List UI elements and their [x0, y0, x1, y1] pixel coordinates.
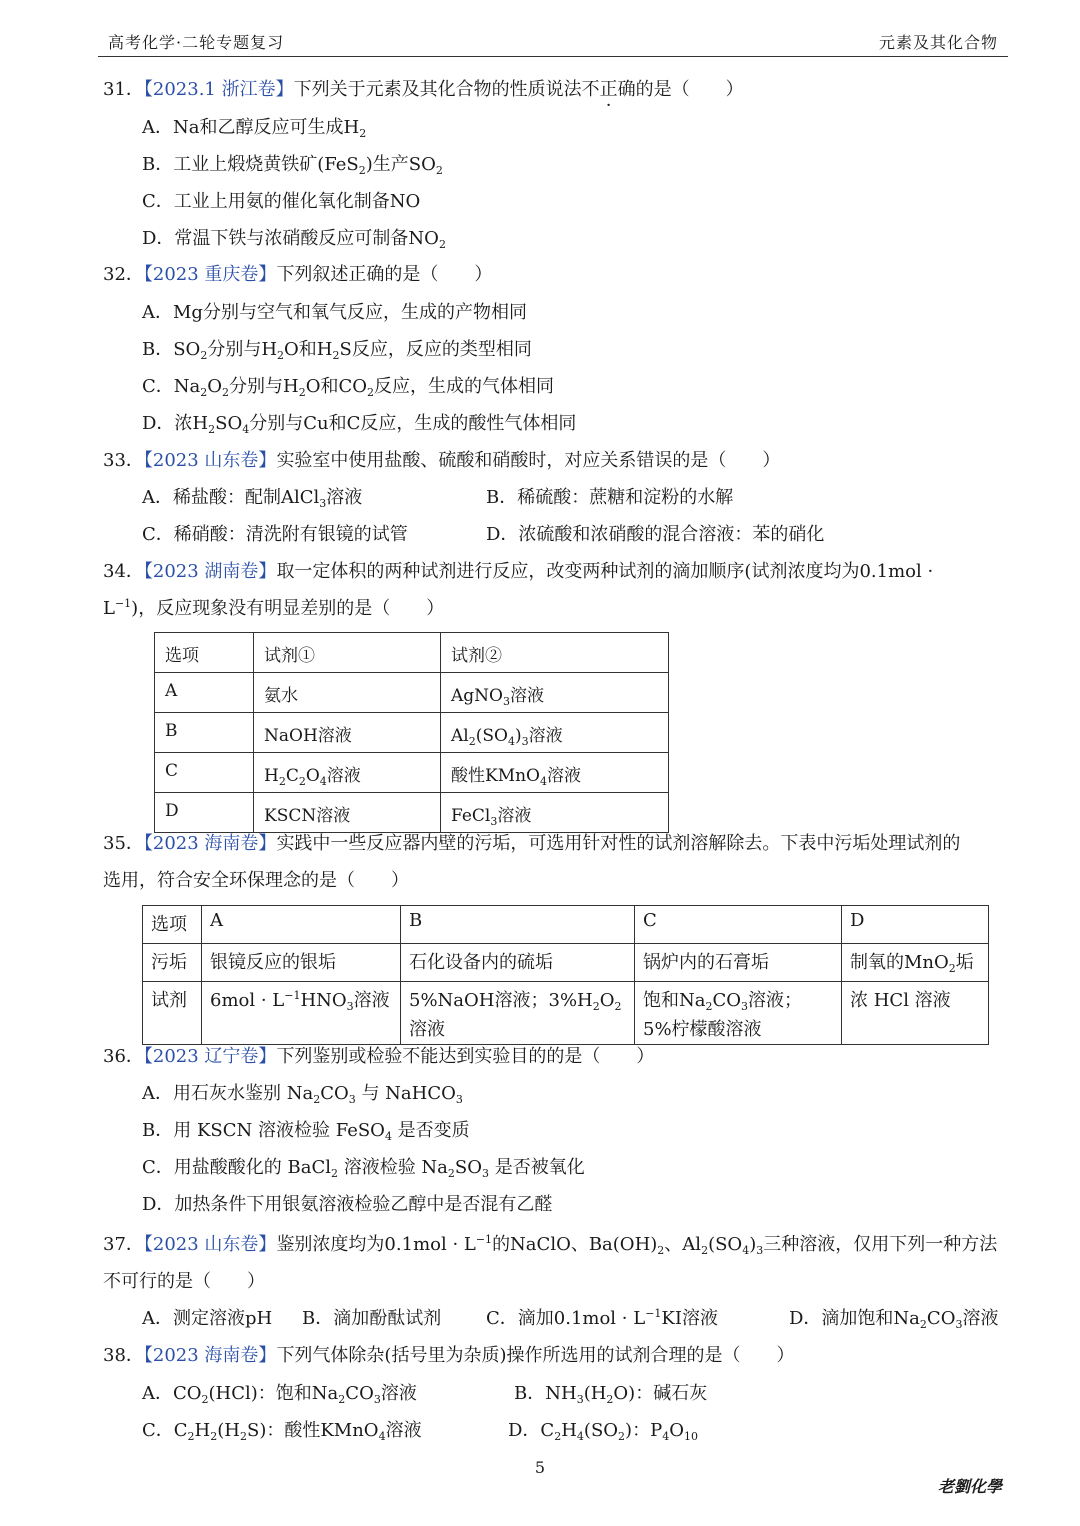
question-number: 35． [103, 833, 144, 854]
option-37b: B．滴加酚酞试剂 [302, 1308, 442, 1329]
header-right: 元素及其化合物 [878, 33, 998, 52]
source-tag: 【2023 重庆卷】 [143, 264, 277, 285]
question-32 [103, 262, 492, 288]
option-36b: B．用 KSCN 溶液检验 FeSO$_4$ 是否变质 [142, 1120, 470, 1143]
question-number: 31． [103, 79, 144, 100]
question-stem: 下列关于元素及其化合物的性质说法 [293, 79, 582, 100]
table-row: 污垢 银镜反应的银垢 石化设备内的硫垢 锅炉内的石膏垢 制氧的MnO$_2$垢 [143, 944, 989, 982]
emphasis-text: 不正确 [581, 79, 636, 100]
table-row: D KSCN溶液 FeCl$_3$溶液 [155, 793, 669, 833]
source-tag: 【2023 湖南卷】 [143, 561, 277, 582]
option-38b: B．$NH_3(H_2O)$：碱石灰 [514, 1383, 708, 1406]
source-tag: 【2023 海南卷】 [143, 833, 277, 854]
source-tag: 【2023 山东卷】 [143, 1234, 277, 1255]
option-36a: A．用石灰水鉴别 $Na_2CO_3$ 与 NaHCO$_3$ [142, 1083, 463, 1106]
question-stem-end: 的是（ ） [635, 79, 744, 100]
question-38 [103, 1343, 794, 1369]
table-header: 选项 [155, 633, 254, 673]
option-38a: A．$CO_2(HCl)$：饱和$Na_2CO_3$溶液 [142, 1383, 417, 1406]
table-row: C $H_2C_2O_4$溶液 酸性KMnO$_4$溶液 [155, 753, 669, 793]
source-tag: 【2023 辽宁卷】 [143, 1046, 277, 1067]
option-38c: C．$C_2H_2(H_2S)$：酸性KMnO$_4$溶液 [142, 1420, 422, 1443]
question-stem: 实践中一些反应器内壁的污垢，可选用针对性的试剂溶解除去。下表中污垢处理试剂的 [276, 833, 961, 854]
source-tag: 【2023 山东卷】 [143, 450, 277, 471]
option-32b: B．$SO_2$分别与$H_2O$和$H_2S$反应，反应的类型相同 [142, 339, 532, 362]
option-38d: D．$C_2H_4(SO_2)$：$P_4O_{10}$ [508, 1420, 698, 1443]
option-37d: D．滴加饱和$Na_2CO_3$溶液 [789, 1308, 999, 1331]
option-32c: C．$Na_2O_2$分别与$H_2O$和$CO_2$反应，生成的气体相同 [142, 376, 555, 399]
brand-watermark: 老劉化學 [937, 1477, 1002, 1496]
option-33c: C．稀硝酸：清洗附有银镜的试管 [142, 524, 408, 545]
table-row: 选项 A B C D [143, 906, 989, 944]
table-row: B NaOH溶液 $Al_2(SO_4)_3$溶液 [155, 713, 669, 753]
option-37a: A．测定溶液pH [142, 1308, 273, 1329]
question-number: 36． [103, 1046, 144, 1067]
option-32a: A．Mg分别与空气和氧气反应，生成的产物相同 [142, 302, 527, 323]
question-37: 37．【2023 山东卷】鉴别浓度均为$0.1mol \cdot L^{-1}$的NaClO、$Ba(OH)_2$、$Al_2(SO_4)_3$三种溶液，仅用下列一种方法 [103, 1233, 998, 1257]
table-header-row [155, 633, 669, 673]
option-37c: C．滴加$0.1mol \cdot L^{-1}KI$溶液 [486, 1307, 718, 1329]
header-left: 高考化学·二轮专题复习 [108, 33, 285, 52]
source-tag: 【2023 海南卷】 [143, 1345, 277, 1366]
question-33 [103, 448, 780, 474]
question-stem: 实验室中使用盐酸、硫酸和硝酸时，对应关系错误的是（ ） [276, 450, 781, 471]
question-36 [103, 1044, 654, 1070]
question-34-line2: $L^{-1}$)，反应现象没有明显差别的是（ ） [103, 597, 445, 619]
table-header: 试剂① [254, 633, 441, 673]
question-number: 34． [103, 561, 144, 582]
question-number: 32． [103, 264, 144, 285]
question-number: 38． [103, 1345, 144, 1366]
table-header: 试剂② [441, 633, 669, 673]
question-stem: 下列气体除杂(括号里为杂质)操作所选用的试剂合理的是（ ） [276, 1345, 795, 1366]
option-33d: D．浓硫酸和浓硝酸的混合溶液：苯的硝化 [486, 524, 825, 545]
option-31c: C．工业上用氨的催化氧化制备NO [142, 191, 421, 212]
page-number: 5 [534, 1458, 546, 1477]
option-36c: C．用盐酸酸化的 BaCl$_2$ 溶液检验 $Na_2SO_3$ 是否被氧化 [142, 1157, 585, 1180]
option-31d: D．常温下铁与浓硝酸反应可制备$NO_2$ [142, 228, 446, 251]
option-31a: A．Na和乙醇反应可生成$H_2$ [142, 117, 367, 140]
option-31b: B．工业上煅烧黄铁矿(FeS$_2$)生产$SO_2$ [142, 154, 443, 177]
header-divider [98, 56, 1008, 57]
question-stem: 下列叙述正确的是（ ） [276, 264, 493, 285]
question-number: 37． [103, 1234, 144, 1255]
question-number: 33． [103, 450, 144, 471]
question-35-line2: 选用，符合安全环保理念的是（ ） [103, 870, 409, 891]
table-row: A 氨水 AgNO$_3$溶液 [155, 673, 669, 713]
question-35 [103, 831, 960, 857]
table-row: 试剂 $6mol \cdot L^{-1}HNO_3$溶液 5%NaOH溶液；$3\%H_2O_2$ 溶液 饱和$Na_2CO_3$溶液； 5%柠檬酸溶液 浓 HCl 溶液 [143, 982, 989, 1045]
reagent-table [154, 632, 669, 833]
scale-table [142, 905, 989, 1045]
option-33b: B．稀硫酸：蔗糖和淀粉的水解 [486, 487, 734, 508]
question-31 [103, 77, 744, 103]
source-tag: 【2023.1 浙江卷】 [143, 79, 294, 100]
option-33a: A．稀盐酸：配制AlCl$_3$溶液 [142, 487, 363, 510]
question-stem: 下列鉴别或检验不能达到实验目的的是（ ） [276, 1046, 655, 1067]
question-37-line2: 不可行的是（ ） [103, 1271, 265, 1292]
question-stem: 取一定体积的两种试剂进行反应，改变两种试剂的滴加顺序(试剂浓度均为0.1mol · [276, 561, 934, 582]
option-32d: D．浓$H_2SO_4$分别与Cu和C反应，生成的酸性气体相同 [142, 413, 577, 436]
question-34 [103, 559, 933, 585]
option-36d: D．加热条件下用银氨溶液检验乙醇中是否混有乙醛 [142, 1194, 553, 1215]
